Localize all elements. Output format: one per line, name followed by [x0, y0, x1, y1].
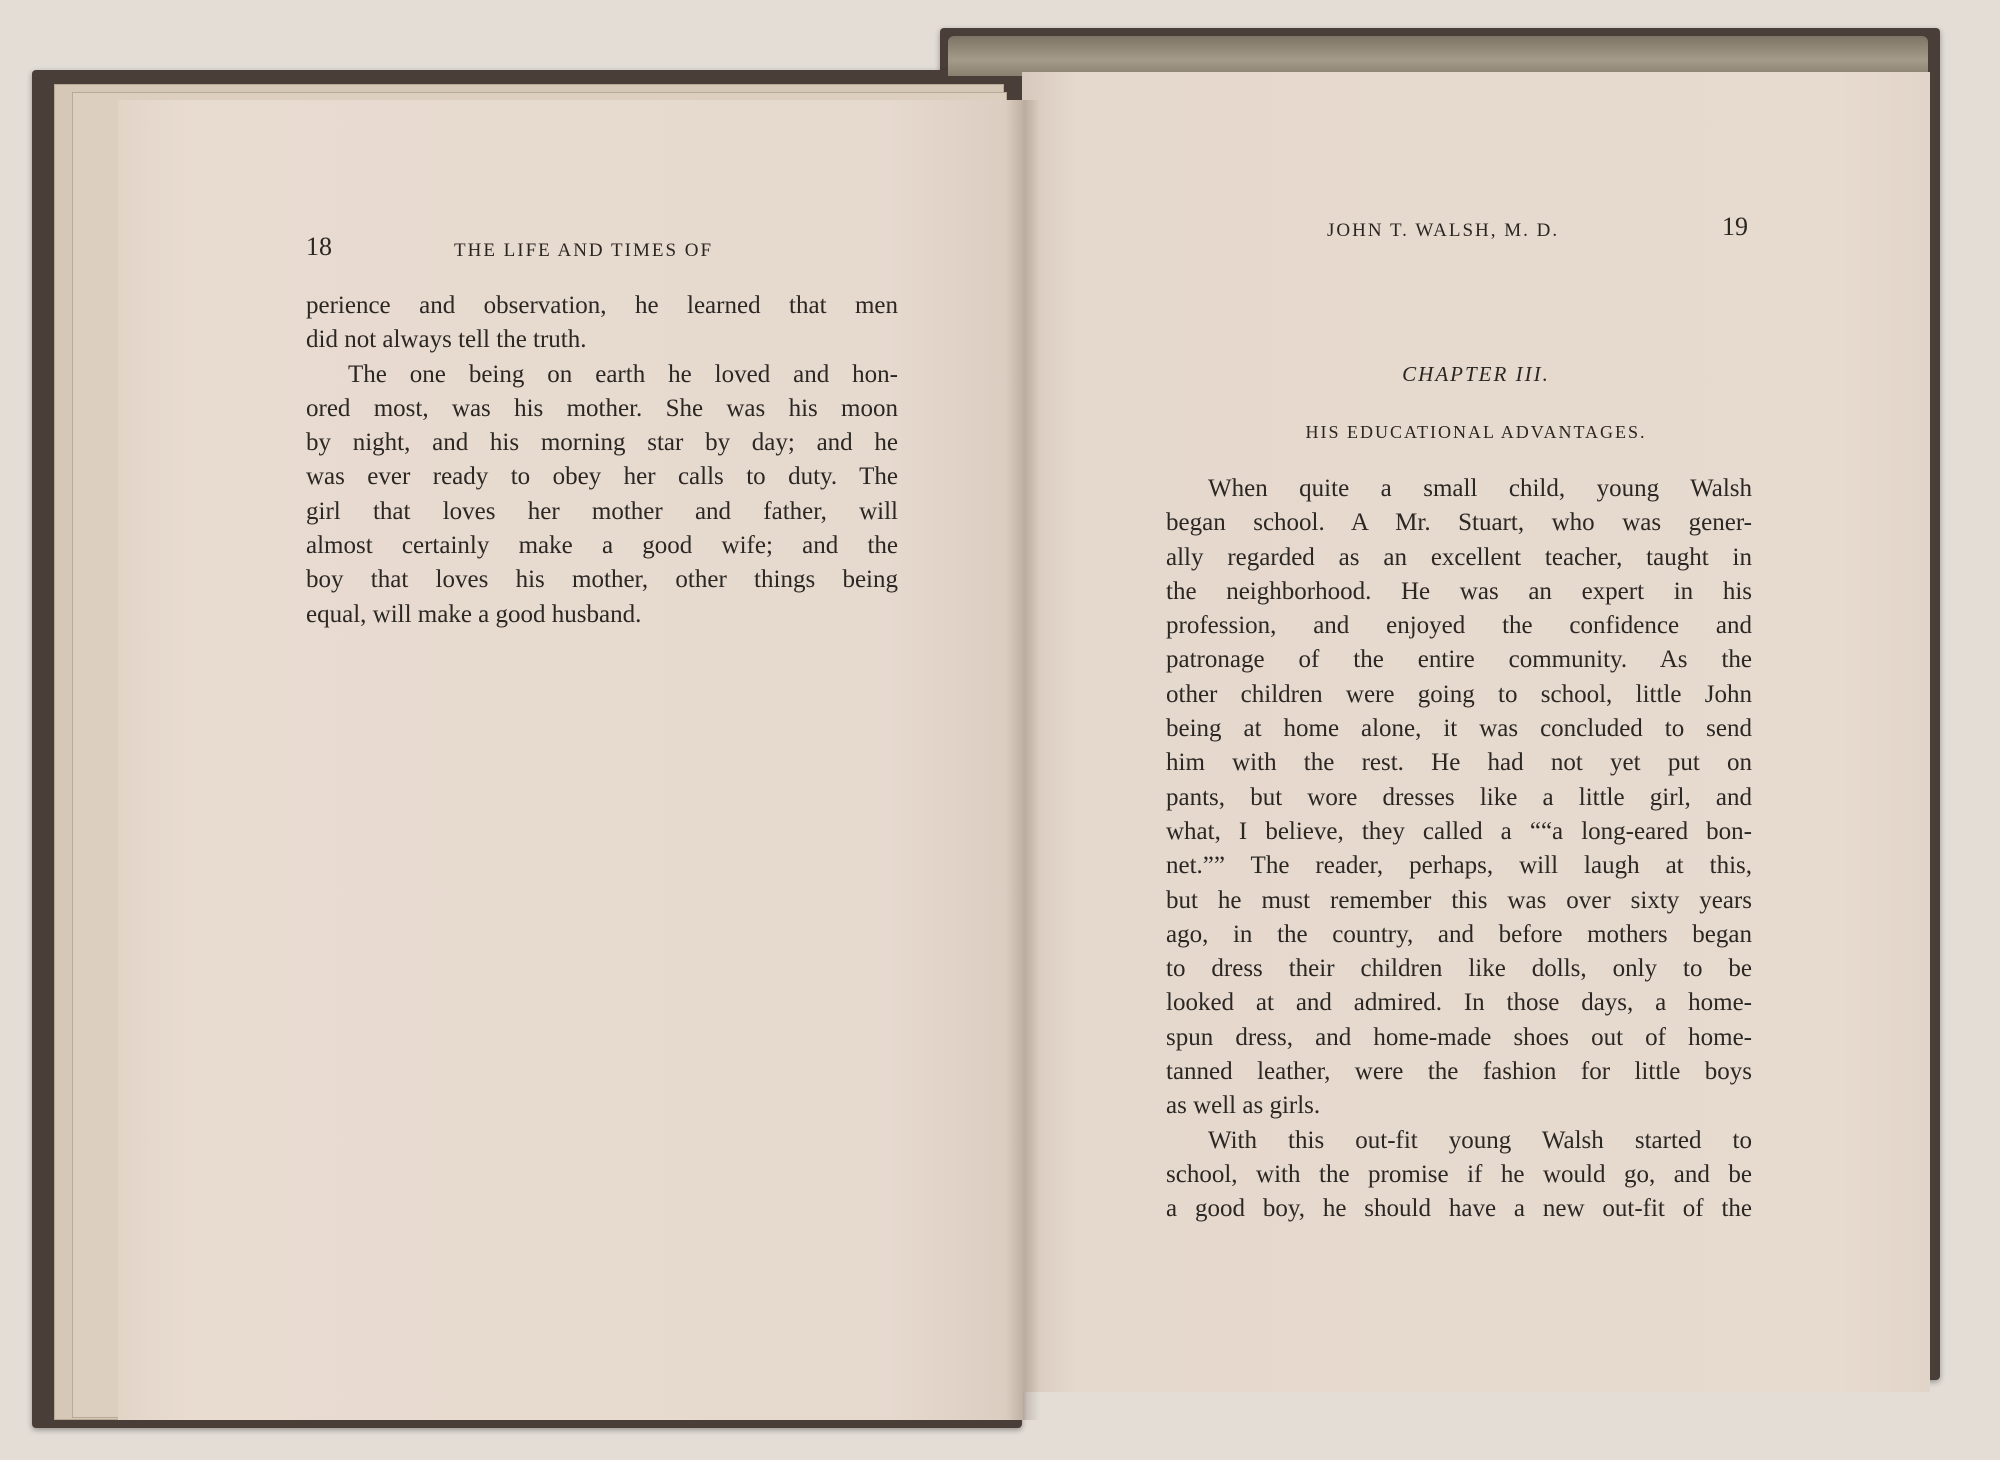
text-line: other children were going to school, little John: [1166, 680, 1752, 708]
text-line: what, I believe, they called a ““a long-eared bon-: [1166, 817, 1752, 845]
text-line: was ever ready to obey her calls to duty. The: [306, 463, 898, 491]
text-line: pants, but wore dresses like a little girl, and: [1166, 783, 1752, 811]
text-line: patronage of the entire community. As the: [1166, 646, 1752, 674]
text-line: being at home alone, it was concluded to send: [1166, 715, 1752, 743]
text-line: a good boy, he should have a new out-fit of the: [1166, 1195, 1752, 1223]
right-running-head: JOHN T. WALSH, M. D.: [1327, 220, 1560, 241]
text-line: as well as girls.: [1166, 1092, 1321, 1120]
text-line: school, with the promise if he would go, and be: [1166, 1160, 1752, 1188]
text-line: the neighborhood. He was an expert in his: [1166, 577, 1752, 605]
text-line: by night, and his morning star by day; and he: [306, 429, 898, 457]
text-line: began school. A Mr. Stuart, who was gener-: [1166, 509, 1752, 537]
book-gutter: [1006, 100, 1040, 1420]
text-line: ored most, was his mother. She was his moon: [306, 394, 898, 422]
text-line: but he must remember this was over sixty years: [1166, 886, 1752, 914]
text-line: him with the rest. He had not yet put on: [1166, 749, 1752, 777]
text-line: When quite a small child, young Walsh: [1208, 475, 1752, 502]
text-line: looked at and admired. In those days, a home-: [1166, 989, 1752, 1017]
left-page-body: [306, 289, 898, 632]
section-title: HIS EDUCATIONAL ADVANTAGES.: [1305, 422, 1647, 442]
right-page-number: 19: [1722, 212, 1748, 241]
right-page-body: [1166, 472, 1752, 1227]
text-line: boy that loves his mother, other things being: [306, 566, 898, 594]
text-line: ally regarded as an excellent teacher, taught in: [1166, 543, 1752, 571]
text-line: spun dress, and home-made shoes out of home-: [1166, 1023, 1752, 1051]
text-line: almost certainly make a good wife; and the: [306, 532, 898, 560]
text-line: equal, will make a good husband.: [306, 600, 642, 628]
text-line: to dress their children like dolls, only to be: [1166, 955, 1752, 983]
chapter-title: CHAPTER III.: [1402, 362, 1550, 386]
text-line: profession, and enjoyed the confidence and: [1166, 612, 1752, 640]
text-line: tanned leather, were the fashion for little boys: [1166, 1058, 1752, 1086]
page-edges-top: [948, 36, 1928, 76]
text-line: With this out-fit young Walsh started to: [1208, 1126, 1752, 1154]
text-line: ago, in the country, and before mothers began: [1166, 920, 1752, 948]
text-line: net.”” The reader, perhaps, will laugh at this,: [1166, 852, 1752, 880]
left-page-number: 18: [306, 232, 332, 261]
text-line: The one being on earth he loved and hon-: [348, 360, 898, 388]
text-line: girl that loves her mother and father, will: [306, 497, 898, 525]
text-line: perience and observation, he learned that men: [306, 292, 898, 319]
left-running-head: THE LIFE AND TIMES OF: [454, 240, 714, 261]
text-line: did not always tell the truth.: [306, 326, 587, 354]
